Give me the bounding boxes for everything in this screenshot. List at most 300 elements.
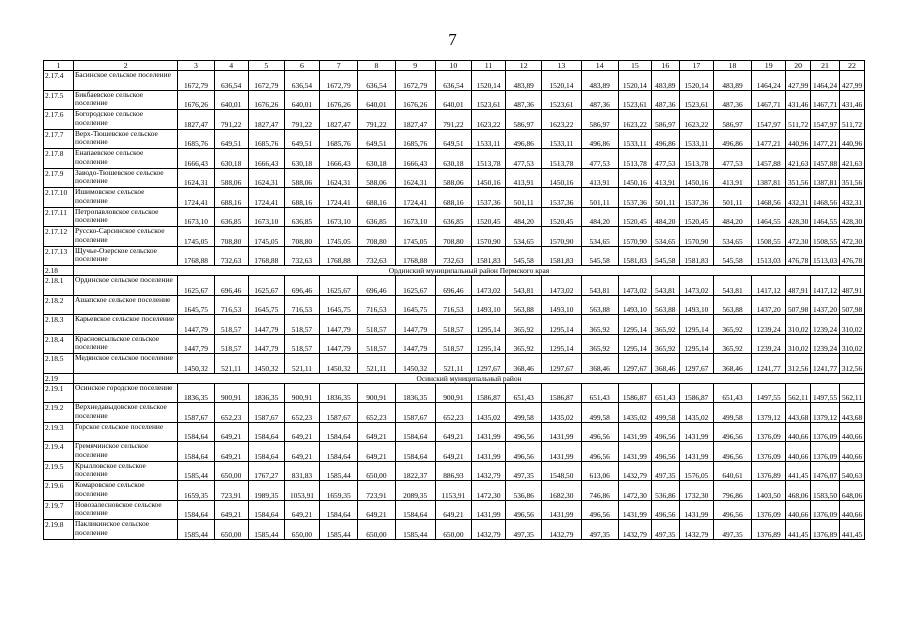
- table-row: [44, 442, 865, 462]
- tariff-value: 365,92: [506, 315, 542, 335]
- tariff-value: 716,53: [358, 295, 395, 315]
- tariff-value: 310,02: [840, 334, 865, 354]
- tariff-value: 1768,88: [248, 246, 284, 266]
- tariff-value: 648,06: [840, 481, 865, 501]
- settlement-name: Енапаевское сельское поселение: [73, 149, 177, 169]
- tariff-value: 732,63: [284, 246, 319, 266]
- tariff-value: 1547,97: [811, 110, 840, 130]
- tariff-value: 1476,07: [811, 461, 840, 481]
- tariff-value: 468,06: [786, 481, 811, 501]
- row-code: 2.17.11: [44, 207, 74, 227]
- tariff-value: 497,35: [581, 520, 618, 540]
- tariff-value: 487,91: [786, 276, 811, 296]
- tariff-value: 1659,35: [320, 481, 358, 501]
- tariff-value: 791,22: [435, 110, 471, 130]
- tariff-value: 487,36: [713, 90, 751, 110]
- section-row: [44, 266, 865, 276]
- row-code: 2.18.5: [44, 354, 74, 374]
- tariff-value: 791,22: [214, 110, 248, 130]
- tariff-value: 1520,14: [542, 71, 581, 91]
- tariff-value: 1447,79: [178, 334, 214, 354]
- tariff-value: 1513,78: [542, 149, 581, 169]
- tariff-value: 368,46: [506, 354, 542, 374]
- tariff-value: 351,56: [786, 168, 811, 188]
- tariff-value: 1450,16: [472, 168, 506, 188]
- tariff-value: 1659,35: [178, 481, 214, 501]
- tariff-value: 1836,35: [178, 383, 214, 403]
- tariff-value: 1468,56: [811, 188, 840, 208]
- tariff-value: 1672,79: [395, 71, 435, 91]
- tariff-value: 496,56: [581, 442, 618, 462]
- tariff-value: 431,46: [786, 90, 811, 110]
- tariff-value: 496,56: [506, 500, 542, 520]
- tariff-value: 440,66: [840, 422, 865, 442]
- column-number: 2: [73, 61, 177, 71]
- tariff-value: 1431,99: [618, 442, 651, 462]
- tariff-value: 496,86: [506, 129, 542, 149]
- tariff-value: 1581,83: [679, 246, 713, 266]
- tariff-value: 1431,99: [472, 442, 506, 462]
- tariff-value: 630,18: [284, 149, 319, 169]
- tariff-value: 1447,79: [178, 315, 214, 335]
- tariff-value: 312,56: [786, 354, 811, 374]
- tariff-value: 1537,36: [472, 188, 506, 208]
- tariff-value: 496,56: [506, 422, 542, 442]
- tariff-value: 1435,02: [542, 403, 581, 423]
- tariff-value: 1827,47: [320, 110, 358, 130]
- tariff-value: 1464,24: [811, 71, 840, 91]
- tariff-value: 507,98: [786, 295, 811, 315]
- table-row: [44, 207, 865, 227]
- tariff-value: 1673,10: [178, 207, 214, 227]
- tariff-value: 1745,05: [178, 227, 214, 247]
- tariff-value: 696,46: [358, 276, 395, 296]
- tariff-value: 518,57: [284, 334, 319, 354]
- tariff-value: 649,21: [284, 442, 319, 462]
- tariff-value: 496,56: [651, 500, 679, 520]
- tariff-value: 1472,30: [618, 481, 651, 501]
- tariff-value: 1376,09: [752, 442, 786, 462]
- tariff-value: 427,99: [786, 71, 811, 91]
- tariff-value: 476,78: [786, 246, 811, 266]
- tariff-value: 518,57: [435, 334, 471, 354]
- column-number: 21: [811, 61, 840, 71]
- tariff-value: 563,88: [581, 295, 618, 315]
- tariff-value: 1584,64: [395, 500, 435, 520]
- tariff-value: 708,80: [358, 227, 395, 247]
- tariff-value: 1473,02: [542, 276, 581, 296]
- tariff-value: 1624,31: [320, 168, 358, 188]
- table-row: [44, 71, 865, 91]
- tariff-value: 1584,64: [178, 422, 214, 442]
- tariff-value: 1584,64: [248, 442, 284, 462]
- tariff-value: 543,81: [506, 276, 542, 296]
- tariff-value: 1297,67: [679, 354, 713, 374]
- tariff-value: 497,35: [651, 520, 679, 540]
- tariff-value: 1587,67: [395, 403, 435, 423]
- tariff-value: 1447,79: [320, 315, 358, 335]
- tariff-value: 1584,64: [320, 500, 358, 520]
- tariff-value: 1645,75: [395, 295, 435, 315]
- tariff-value: 708,80: [214, 227, 248, 247]
- row-code: 2.19.3: [44, 422, 74, 442]
- tariff-value: 696,46: [214, 276, 248, 296]
- tariff-value: 1295,14: [472, 315, 506, 335]
- settlement-name: Щучье-Озерское сельское поселение: [73, 246, 177, 266]
- tariff-value: 483,89: [581, 71, 618, 91]
- tariff-value: 483,89: [651, 71, 679, 91]
- tariff-value: 1989,35: [248, 481, 284, 501]
- column-number: 9: [395, 61, 435, 71]
- tariff-value: 696,46: [435, 276, 471, 296]
- row-code: 2.18.1: [44, 276, 74, 296]
- tariff-value: 650,00: [214, 520, 248, 540]
- row-code: 2.18.4: [44, 334, 74, 354]
- tariff-value: 497,35: [506, 461, 542, 481]
- tariff-value: 649,21: [358, 422, 395, 442]
- tariff-value: 1431,99: [542, 442, 581, 462]
- table-row: [44, 295, 865, 315]
- tariff-value: 1431,99: [618, 422, 651, 442]
- tariff-value: 413,91: [713, 168, 751, 188]
- row-code: 2.18.2: [44, 295, 74, 315]
- tariff-value: 1586,87: [679, 383, 713, 403]
- table-row: [44, 461, 865, 481]
- tariff-value: 1581,83: [542, 246, 581, 266]
- tariff-value: 496,56: [713, 500, 751, 520]
- tariff-value: 365,92: [651, 334, 679, 354]
- tariff-value: 1295,14: [618, 334, 651, 354]
- tariff-value: 1585,44: [178, 461, 214, 481]
- settlement-name: Пакликинское сельское поселение: [73, 520, 177, 540]
- tariff-value: 636,54: [284, 71, 319, 91]
- column-number: 20: [786, 61, 811, 71]
- tariff-value: 1435,02: [679, 403, 713, 423]
- tariff-value: 1672,79: [320, 71, 358, 91]
- tariff-value: 1537,36: [542, 188, 581, 208]
- tariff-value: 1295,14: [679, 315, 713, 335]
- column-number: 18: [713, 61, 751, 71]
- tariff-value: 1520,45: [618, 207, 651, 227]
- section-title: Ординский муниципальный район Пермского края: [73, 266, 864, 276]
- tariff-value: 1513,78: [472, 149, 506, 169]
- tariff-value: 499,58: [506, 403, 542, 423]
- tariff-value: 440,96: [840, 129, 865, 149]
- tariff-value: 1625,67: [395, 276, 435, 296]
- tariff-value: 586,97: [506, 110, 542, 130]
- tariff-value: 1432,79: [542, 520, 581, 540]
- tariff-value: 545,58: [651, 246, 679, 266]
- tariff-value: 613,06: [581, 461, 618, 481]
- tariff-value: 1513,03: [752, 246, 786, 266]
- tariff-value: 732,63: [214, 246, 248, 266]
- table-row: [44, 383, 865, 403]
- tariff-value: 746,86: [581, 481, 618, 501]
- row-code: 2.17.8: [44, 149, 74, 169]
- tariff-value: 543,81: [713, 276, 751, 296]
- tariff-value: 534,65: [651, 227, 679, 247]
- settlement-name: Петропавловское сельское поселение: [73, 207, 177, 227]
- tariff-value: 649,21: [284, 422, 319, 442]
- tariff-value: 1523,61: [542, 90, 581, 110]
- tariff-value: 1435,02: [618, 403, 651, 423]
- tariff-value: 421,63: [786, 149, 811, 169]
- tariff-value: 652,23: [358, 403, 395, 423]
- tariff-value: 650,00: [435, 520, 471, 540]
- tariff-value: 1432,79: [618, 520, 651, 540]
- tariff-value: 1645,75: [248, 295, 284, 315]
- tariff-value: 636,54: [435, 71, 471, 91]
- tariff-value: 1508,55: [752, 227, 786, 247]
- tariff-value: 791,22: [358, 110, 395, 130]
- tariff-value: 534,65: [581, 227, 618, 247]
- settlement-name: Заводо-Тюшевское сельское поселение: [73, 168, 177, 188]
- table-row: [44, 246, 865, 266]
- settlement-name: Ашапское сельское поселение: [73, 295, 177, 315]
- tariff-value: 1467,71: [811, 90, 840, 110]
- tariff-value: 1437,20: [811, 295, 840, 315]
- tariff-value: 900,91: [284, 383, 319, 403]
- table-row: [44, 481, 865, 501]
- tariff-value: 1768,88: [320, 246, 358, 266]
- row-code: 2.19.1: [44, 383, 74, 403]
- tariff-value: 1153,91: [435, 481, 471, 501]
- settlement-name: Медянское сельское поселение: [73, 354, 177, 374]
- tariff-value: 365,92: [713, 315, 751, 335]
- table-row: [44, 403, 865, 423]
- tariff-value: 511,72: [840, 110, 865, 130]
- tariff-value: 499,58: [581, 403, 618, 423]
- tariff-value: 440,96: [786, 129, 811, 149]
- tariff-value: 1239,24: [752, 315, 786, 335]
- tariff-value: 649,21: [214, 442, 248, 462]
- tariff-value: 791,22: [284, 110, 319, 130]
- tariff-value: 1376,09: [811, 442, 840, 462]
- tariff-value: 1297,67: [618, 354, 651, 374]
- tariff-value: 1387,81: [811, 168, 840, 188]
- tariff-value: 499,58: [713, 403, 751, 423]
- tariff-value: 562,11: [786, 383, 811, 403]
- tariff-value: 1584,64: [178, 500, 214, 520]
- tariff-value: 521,11: [284, 354, 319, 374]
- tariff-value: 440,66: [840, 500, 865, 520]
- tariff-value: 1666,43: [320, 149, 358, 169]
- tariff-value: 1523,61: [618, 90, 651, 110]
- tariff-value: 1533,11: [542, 129, 581, 149]
- column-number: 19: [752, 61, 786, 71]
- tariff-value: 1431,99: [679, 442, 713, 462]
- column-number: 14: [581, 61, 618, 71]
- tariff-value: 441,45: [786, 520, 811, 540]
- tariff-value: 496,56: [651, 422, 679, 442]
- tariff-value: 900,91: [358, 383, 395, 403]
- tariff-value: 1623,22: [618, 110, 651, 130]
- tariff-value: 1295,14: [679, 334, 713, 354]
- tariff-value: 440,66: [786, 500, 811, 520]
- tariff-value: 1666,43: [178, 149, 214, 169]
- tariff-value: 1472,30: [472, 481, 506, 501]
- tariff-value: 1431,99: [679, 500, 713, 520]
- tariff-value: 1464,55: [752, 207, 786, 227]
- tariff-value: 1745,05: [395, 227, 435, 247]
- tariff-value: 563,88: [506, 295, 542, 315]
- tariff-value: 536,86: [506, 481, 542, 501]
- tariff-value: 586,97: [581, 110, 618, 130]
- tariff-value: 1724,41: [248, 188, 284, 208]
- column-number: 4: [214, 61, 248, 71]
- column-number: 10: [435, 61, 471, 71]
- table-row: [44, 110, 865, 130]
- tariff-value: 496,56: [713, 442, 751, 462]
- tariff-value: 365,92: [581, 334, 618, 354]
- row-code: 2.19.7: [44, 500, 74, 520]
- tariff-value: 1520,14: [472, 71, 506, 91]
- row-code: 2.17.6: [44, 110, 74, 130]
- tariff-value: 1447,79: [395, 315, 435, 335]
- tariff-value: 432,31: [840, 188, 865, 208]
- tariff-value: 649,21: [435, 422, 471, 442]
- tariff-value: 1523,61: [679, 90, 713, 110]
- tariff-value: 1431,99: [472, 500, 506, 520]
- tariff-value: 651,43: [581, 383, 618, 403]
- tariff-value: 1473,02: [618, 276, 651, 296]
- tariff-value: 1457,88: [811, 149, 840, 169]
- table-row: [44, 354, 865, 374]
- row-code: 2.17.9: [44, 168, 74, 188]
- tariff-value: 1432,79: [679, 520, 713, 540]
- tariff-value: 2089,35: [395, 481, 435, 501]
- tariff-value: 649,21: [435, 442, 471, 462]
- tariff-value: 696,46: [284, 276, 319, 296]
- tariff-value: 1827,47: [178, 110, 214, 130]
- tariff-value: 1584,64: [248, 422, 284, 442]
- tariff-value: 1520,14: [679, 71, 713, 91]
- tariff-value: 1836,35: [248, 383, 284, 403]
- tariff-value: 1295,14: [542, 334, 581, 354]
- settlement-name: Богородское сельское поселение: [73, 110, 177, 130]
- tariff-value: 1623,22: [542, 110, 581, 130]
- tariff-value: 1403,50: [752, 481, 786, 501]
- tariff-value: 536,86: [651, 481, 679, 501]
- tariff-value: 507,98: [840, 295, 865, 315]
- tariff-value: 543,81: [581, 276, 618, 296]
- tariff-value: 1239,24: [752, 334, 786, 354]
- tariff-value: 723,91: [214, 481, 248, 501]
- tariff-value: 1417,12: [752, 276, 786, 296]
- tariff-value: 1585,44: [395, 520, 435, 540]
- tariff-value: 1581,83: [618, 246, 651, 266]
- tariff-value: 636,54: [358, 71, 395, 91]
- tariff-value: 1295,14: [618, 315, 651, 335]
- tariff-value: 534,65: [506, 227, 542, 247]
- tariff-value: 1464,55: [811, 207, 840, 227]
- tariff-value: 483,89: [713, 71, 751, 91]
- tariff-value: 521,11: [358, 354, 395, 374]
- tariff-value: 650,00: [358, 461, 395, 481]
- row-code: 2.17.13: [44, 246, 74, 266]
- tariff-value: 640,01: [435, 90, 471, 110]
- tariff-value: 1585,44: [248, 520, 284, 540]
- settlement-name: Русско-Сарсинское сельское поселение: [73, 227, 177, 247]
- tariff-value: 1625,67: [248, 276, 284, 296]
- settlement-name: Осинское городское поселение: [73, 383, 177, 403]
- tariff-value: 368,46: [713, 354, 751, 374]
- tariff-value: 1239,24: [811, 334, 840, 354]
- column-number: 1: [44, 61, 74, 71]
- tariff-value: 428,30: [840, 207, 865, 227]
- tariff-value: 1745,05: [320, 227, 358, 247]
- table-row: [44, 168, 865, 188]
- tariff-value: 496,56: [581, 500, 618, 520]
- tariff-value: 1376,09: [811, 422, 840, 442]
- table-row: [44, 500, 865, 520]
- tariff-value: 732,63: [358, 246, 395, 266]
- tariff-value: 708,80: [435, 227, 471, 247]
- tariff-value: 472,30: [786, 227, 811, 247]
- tariff-value: 649,51: [284, 129, 319, 149]
- tariff-value: 440,66: [786, 422, 811, 442]
- tariff-value: 1493,10: [618, 295, 651, 315]
- tariff-value: 1624,31: [178, 168, 214, 188]
- tariff-value: 1724,41: [178, 188, 214, 208]
- tariff-value: 1672,79: [178, 71, 214, 91]
- tariff-value: 521,11: [214, 354, 248, 374]
- tariff-value: 1437,20: [752, 295, 786, 315]
- tariff-value: 1497,55: [811, 383, 840, 403]
- tariff-value: 496,86: [581, 129, 618, 149]
- tariff-value: 1585,44: [320, 461, 358, 481]
- tariff-value: 1586,87: [542, 383, 581, 403]
- tariff-value: 1417,12: [811, 276, 840, 296]
- tariff-value: 432,31: [786, 188, 811, 208]
- column-number: 8: [358, 61, 395, 71]
- tariff-value: 1666,43: [395, 149, 435, 169]
- tariff-value: 563,88: [713, 295, 751, 315]
- tariff-value: 1548,50: [542, 461, 581, 481]
- tariff-value: 1685,76: [178, 129, 214, 149]
- tariff-value: 732,63: [435, 246, 471, 266]
- row-code: 2.18.3: [44, 315, 74, 335]
- tariff-value: 1523,61: [472, 90, 506, 110]
- settlement-name: Верх-Тюшевское сельское поселение: [73, 129, 177, 149]
- tariff-value: 1676,26: [178, 90, 214, 110]
- column-number: 6: [284, 61, 319, 71]
- tariff-value: 365,92: [651, 315, 679, 335]
- settlement-name: Верхнедавыдовское сельское поселение: [73, 403, 177, 423]
- tariff-value: 1587,67: [320, 403, 358, 423]
- tariff-value: 1676,26: [248, 90, 284, 110]
- tariff-value: 636,85: [214, 207, 248, 227]
- tariff-value: 1493,10: [472, 295, 506, 315]
- tariff-value: 1431,99: [679, 422, 713, 442]
- tariff-value: 649,51: [435, 129, 471, 149]
- tariff-value: 1645,75: [178, 295, 214, 315]
- settlement-name: Комаровское сельское поселение: [73, 481, 177, 501]
- tariff-value: 1376,89: [811, 520, 840, 540]
- tariff-value: 586,97: [651, 110, 679, 130]
- settlement-name: Ординское сельское поселение: [73, 276, 177, 296]
- tariff-value: 1584,64: [178, 442, 214, 462]
- tariff-value: 1520,45: [472, 207, 506, 227]
- tariff-value: 534,65: [713, 227, 751, 247]
- tariff-value: 1767,27: [248, 461, 284, 481]
- tariff-value: 496,86: [713, 129, 751, 149]
- tariff-value: 427,99: [840, 71, 865, 91]
- tariff-value: 1497,55: [752, 383, 786, 403]
- tariff-value: 483,89: [506, 71, 542, 91]
- tariff-value: 497,35: [651, 461, 679, 481]
- tariff-value: 1624,31: [395, 168, 435, 188]
